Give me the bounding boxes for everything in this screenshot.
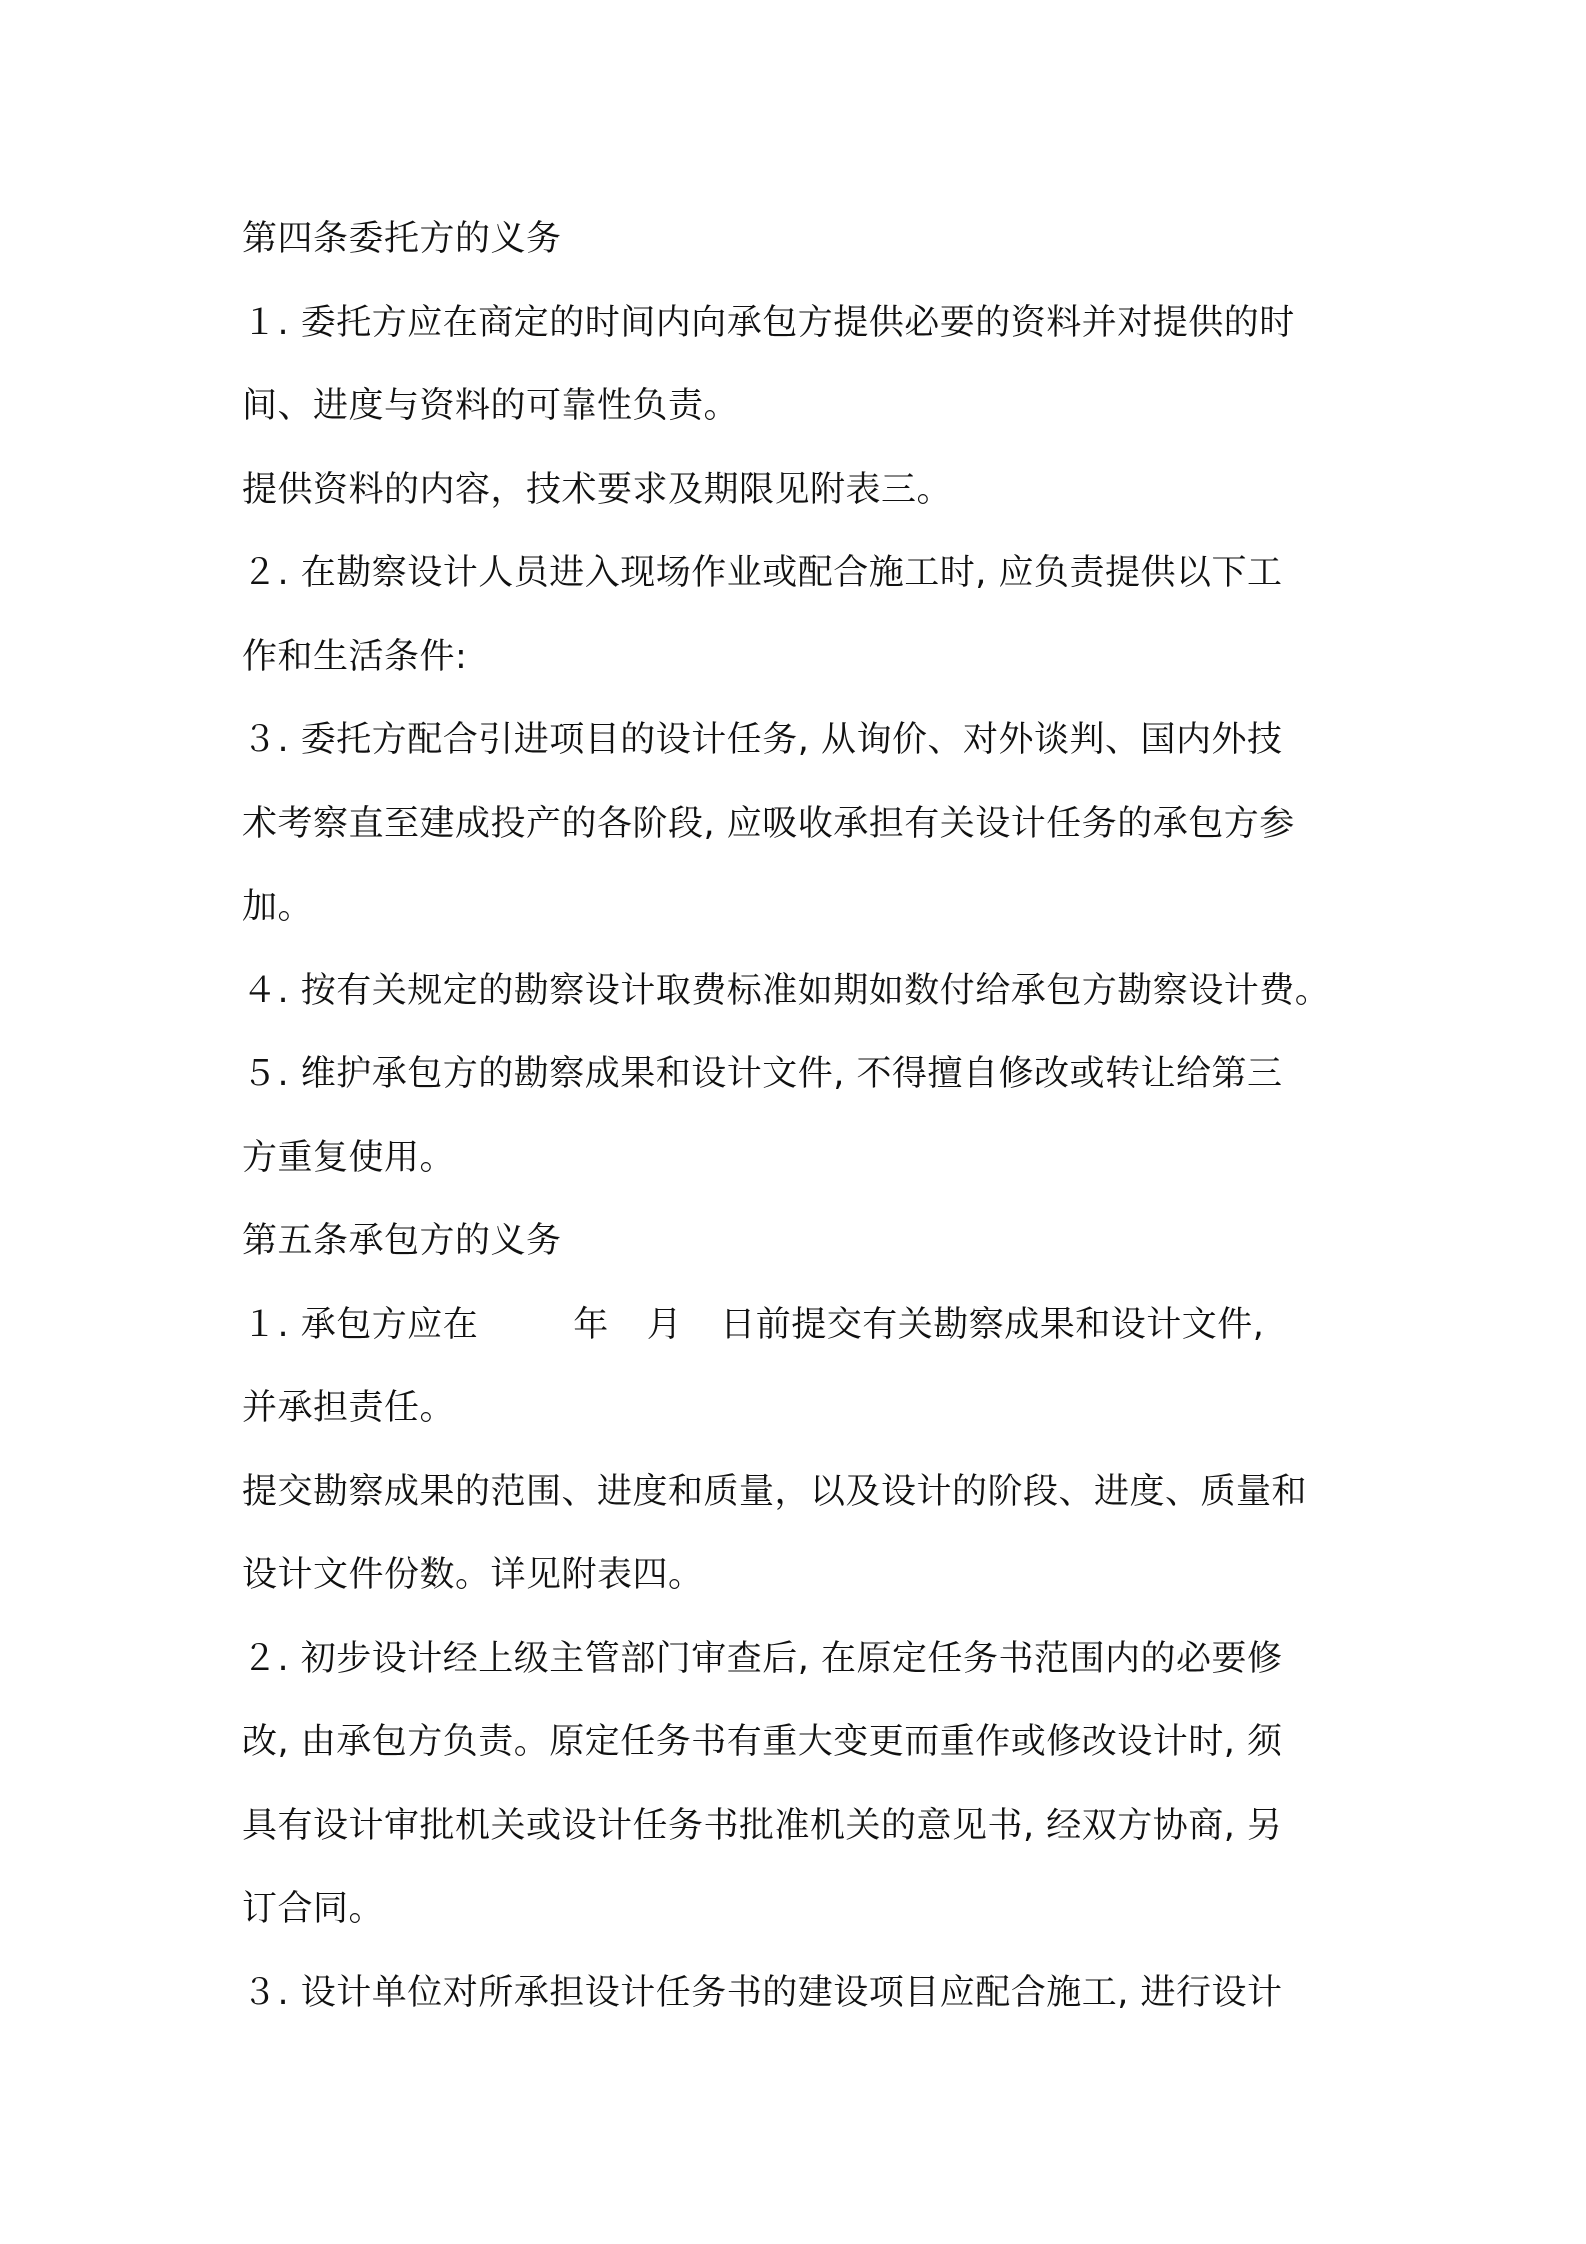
contract-text (242, 198, 1362, 2035)
text-line: 术考察直至建成投产的各阶段, 应吸收承担有关设计任务的承包方参 (242, 803, 1295, 844)
text-line: ３. 设计单位对所承担设计任务书的建设项目应配合施工, 进行设计 (242, 1972, 1283, 2013)
text-line: ３. 委托方配合引进项目的设计任务, 从询价、对外谈判、国内外技 (242, 720, 1283, 760)
text-line: ４. 按有关规定的勘察设计取费标准如期如数付给承包方勘察设计费。 (242, 970, 1331, 1011)
text-line: 订合同。 (242, 1889, 385, 1929)
text-line: 提供资料的内容，技术要求及期限见附表三。 (242, 469, 953, 510)
text-line: ２. 在勘察设计人员进入现场作业或配合施工时, 应负责提供以下工 (242, 553, 1283, 593)
text-line: 作和生活条件: (242, 636, 468, 677)
deadline-prefix: １. 承包方应在 (242, 1304, 479, 1345)
deadline-suffix: 日前提交有关勘察成果和设计文件, (720, 1304, 1265, 1345)
text-line: 方重复使用。 (242, 1137, 456, 1178)
text-line: ２. 初步设计经上级主管部门审查后, 在原定任务书范围内的必要修 (242, 1638, 1283, 1679)
text-line: 并承担责任。 (242, 1388, 456, 1428)
text-line: 改, 由承包方负责。原定任务书有重大变更而重作或修改设计时, 须 (242, 1722, 1283, 1762)
text-line: 设计文件份数。详见附表四。 (242, 1555, 704, 1595)
text-line: １. 委托方应在商定的时间内向承包方提供必要的资料并对提供的时 (242, 302, 1295, 343)
deadline-line (242, 1284, 1362, 1368)
text-line: 具有设计审批机关或设计任务书批准机关的意见书, 经双方协商, 另 (242, 1805, 1283, 1846)
deadline-year-label: 年 (573, 1304, 609, 1345)
text-line: 加。 (242, 887, 314, 927)
text-line: 间、进度与资料的可靠性负责。 (242, 386, 740, 426)
article-four-heading: 第四条委托方的义务 (242, 219, 562, 259)
text-line: 提交勘察成果的范围、进度和质量，以及设计的阶段、进度、质量和 (242, 1471, 1308, 1512)
deadline-month-label: 月 (646, 1304, 683, 1345)
text-line: ５. 维护承包方的勘察成果和设计文件, 不得擅自修改或转让给第三 (242, 1054, 1283, 1094)
article-five-heading: 第五条承包方的义务 (242, 1221, 562, 1261)
